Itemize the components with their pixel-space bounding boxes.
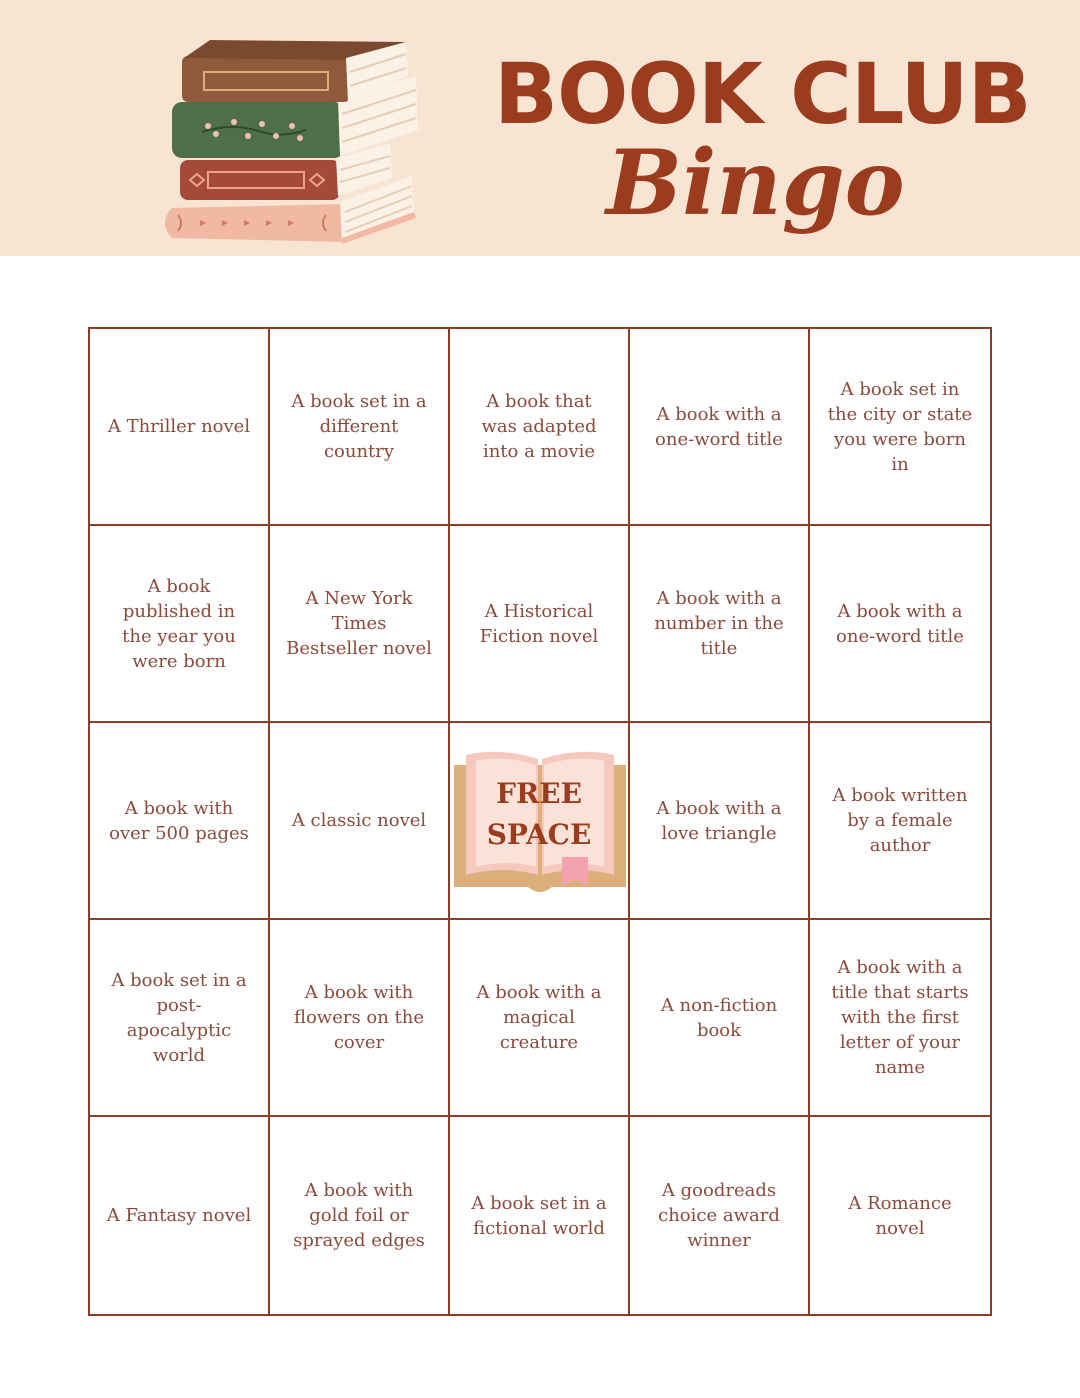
bingo-cell[interactable]: A book with a title that starts with the first letter of your name [810, 920, 990, 1117]
bingo-cell[interactable]: A book with over 500 pages [90, 723, 270, 920]
bingo-cell[interactable]: A book with a one-word title [810, 526, 990, 723]
bingo-cell[interactable]: A book with a magical creature [450, 920, 630, 1117]
bingo-cell[interactable]: A book with flowers on the cover [270, 920, 450, 1117]
bingo-cell[interactable]: A book published in the year you were born [90, 526, 270, 723]
bingo-cell[interactable]: A book with a one-word title [630, 329, 810, 526]
bingo-cell[interactable]: A Historical Fiction novel [450, 526, 630, 723]
book-stack-illustration [150, 30, 430, 252]
bingo-cell[interactable]: A book set in the city or state you were born in [810, 329, 990, 526]
bingo-cell[interactable]: A book set in a post-apocalyptic world [90, 920, 270, 1117]
bingo-cell[interactable]: A book with a number in the title [630, 526, 810, 723]
bingo-cell[interactable]: A Romance novel [848, 1192, 952, 1239]
bingo-cell[interactable]: A Thriller novel [90, 329, 270, 526]
bingo-cell[interactable]: A non-fiction book [630, 920, 810, 1117]
bingo-cell[interactable]: A book with gold foil or sprayed edges [270, 1117, 450, 1314]
bingo-grid [88, 327, 992, 1316]
title-book-club: BOOK CLUB [494, 45, 1031, 143]
bingo-cell[interactable]: A book with a love triangle [630, 723, 810, 920]
bingo-cell[interactable]: A book set in a fictional world [450, 1117, 630, 1314]
free-space-label: FREE SPACE [486, 776, 592, 851]
bingo-cell[interactable]: A book set in a different country [270, 329, 450, 526]
bingo-cell[interactable]: A book written by a female author [810, 723, 990, 920]
bingo-cell[interactable]: A goodreads choice award winner [630, 1117, 810, 1314]
free-space-cell[interactable] [450, 723, 630, 920]
bingo-cell[interactable]: A New York Times Bestseller novel [270, 526, 450, 723]
bingo-cell[interactable]: A book that was adapted into a movie [450, 329, 630, 526]
bingo-cell[interactable]: A Fantasy novel [90, 1117, 270, 1314]
title-bingo: Bingo [606, 130, 905, 236]
bingo-cell[interactable]: A classic novel [270, 723, 450, 920]
header-banner [0, 0, 1080, 256]
